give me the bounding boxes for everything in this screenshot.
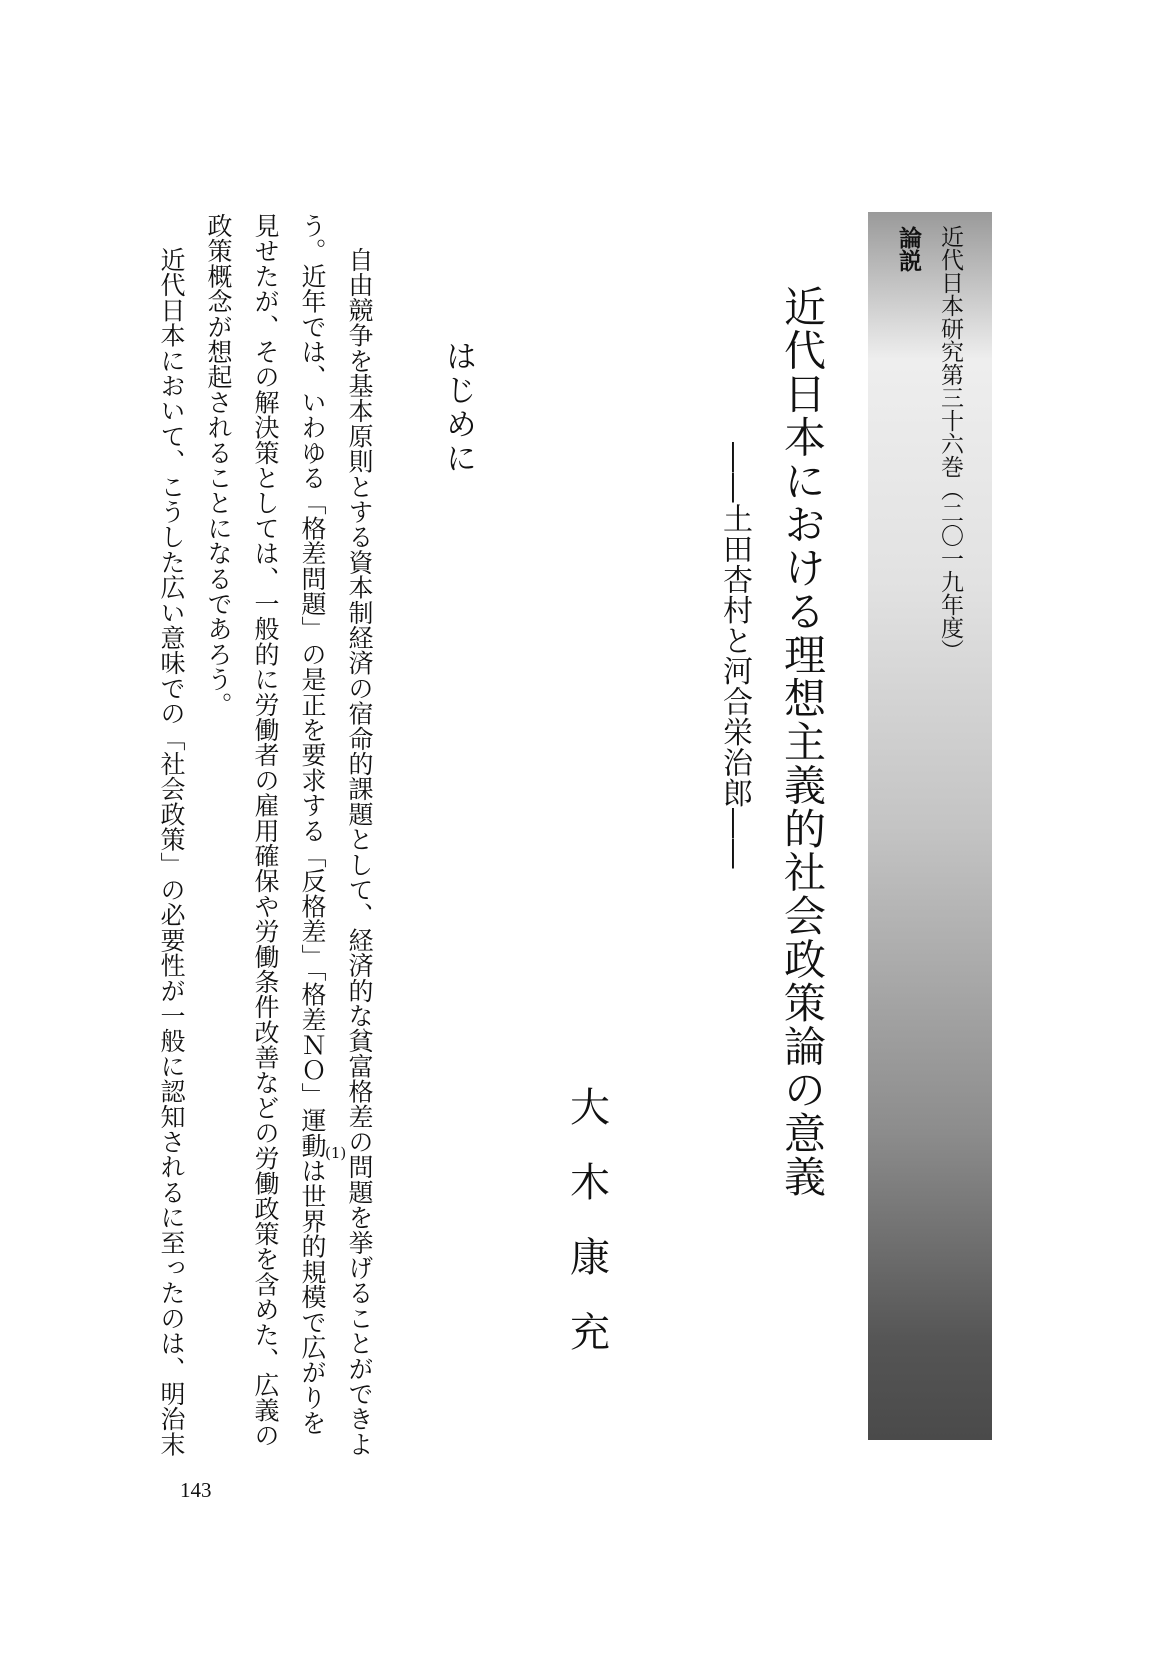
- author-char: 充: [570, 1310, 610, 1356]
- body-line: 見せたが、その解決策としては、一般的に労働者の雇用確保や労働条件改善などの労働政策を含めた、広義の: [251, 213, 280, 1448]
- body-line: 政策概念が想起されることになるであろう。: [204, 213, 233, 717]
- body-line: 近代日本において、こうした広い意味での「社会政策」の必要性が一般に認知されるに至ったのは、明治末: [157, 247, 186, 1457]
- section-heading: はじめに: [440, 340, 476, 476]
- header-band: [868, 212, 992, 1440]
- journal-title: 近代日本研究第三十六巻（二〇一九年度）: [937, 225, 963, 662]
- author-char: 康: [570, 1235, 610, 1281]
- body-line: 自由競争を基本原則とする資本制経済の宿命的課題として、経済的な貧富格差の問題を挙げることができよ: [345, 247, 374, 1457]
- footnote-ref[interactable]: (1): [325, 1144, 347, 1162]
- section-label: 論説: [895, 226, 922, 272]
- author-char: 大: [570, 1085, 610, 1131]
- author-char: 木: [570, 1160, 610, 1206]
- article-title: 近代日本における理想主義的社会政策論の意義: [778, 285, 827, 1199]
- body-line: う。近年では、いわゆる「格差問題」の是正を要求する「反格差」「格差ＮＯ」運動は世界的規模で広がりを: [298, 213, 327, 1436]
- article-subtitle: ――土田杏村と河合栄治郎――: [717, 442, 752, 869]
- page-number: 143: [180, 1478, 212, 1502]
